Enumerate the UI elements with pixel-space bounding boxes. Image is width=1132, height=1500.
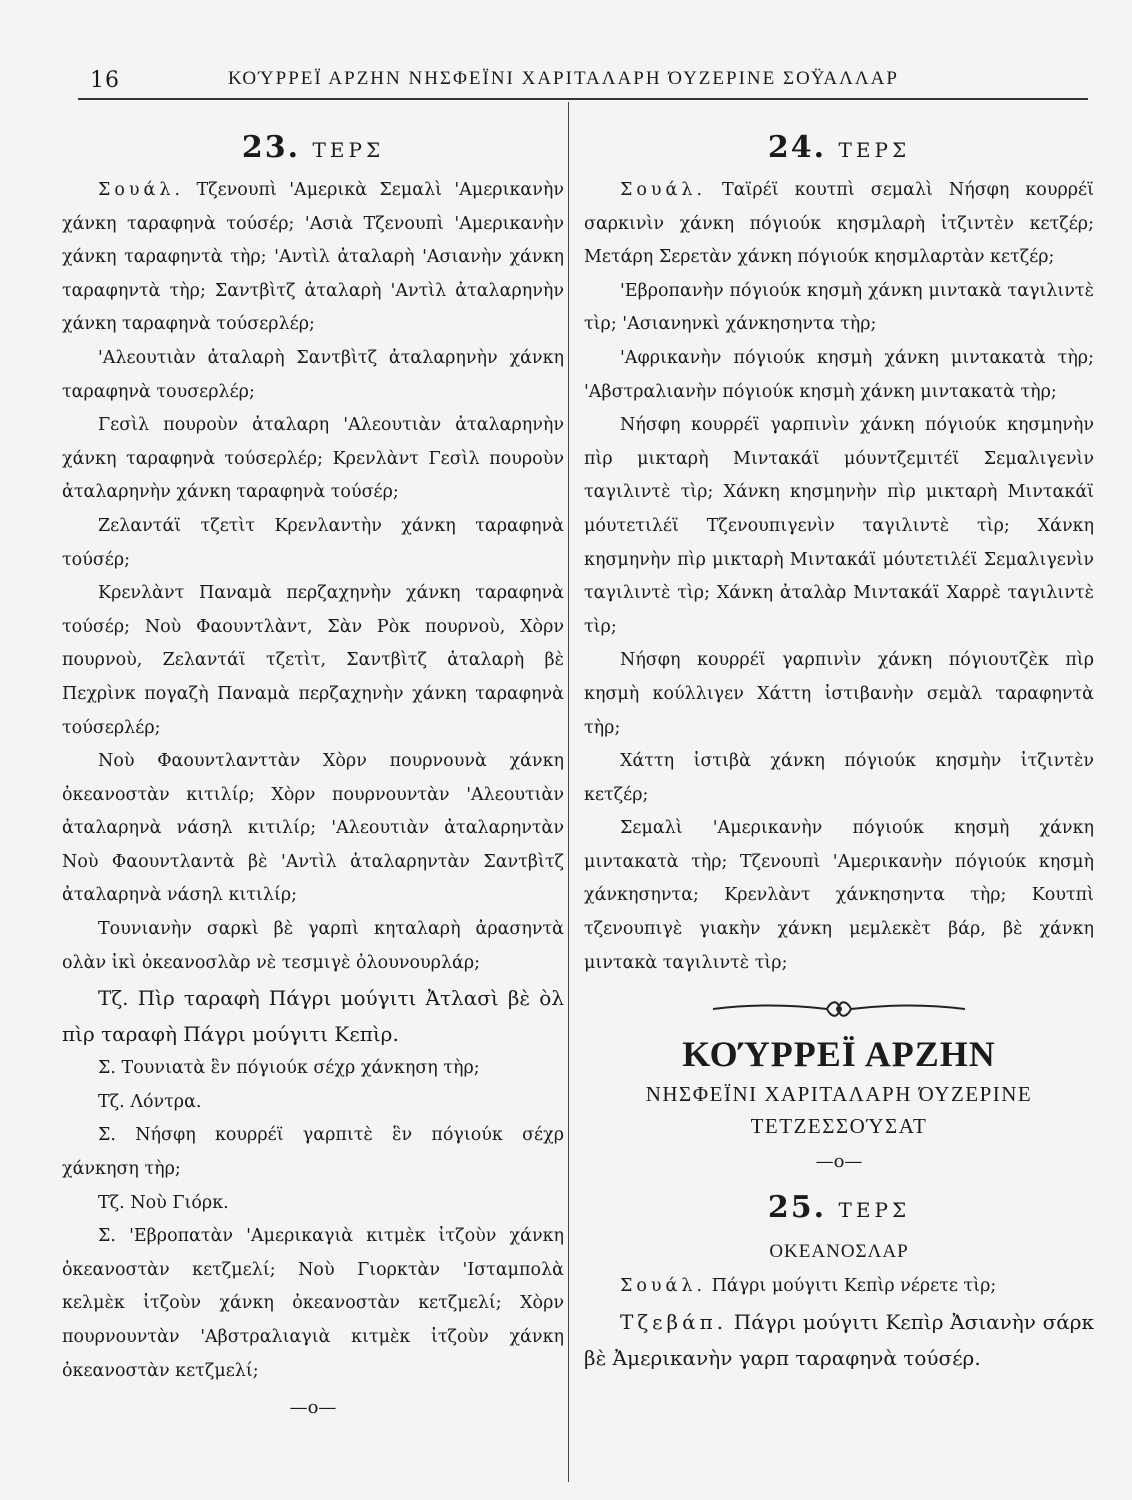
page-header [58, 60, 1096, 100]
lesson-24-heading [584, 122, 1094, 174]
qa-label: Τζ. [98, 1192, 125, 1213]
paragraph: 'Αφρικανὴν πόγιούκ κησμὴ χάνκη μιντακατὰ τὴρ; 'Αβστραλιανὴν πόγιούκ κησμὴ χάνκη μιντακατὰ τὴρ; [584, 347, 1094, 402]
qa-text: 'Εβροπατὰν 'Αμερικαγιὰ κιτμὲκ ἰτζοὺν χάνκη ὀκεανοστὰν κετζμελί; Νοὺ Γιορκτὰν 'Ισταμπολὰ κελμὲκ ἰτζοὺν χάνκη ὀκεανοστὰν κετζμελί; Χὸρν πουρνουντὰν 'Αβστραλιαγιὰ κιτμὲκ ἰτζοὺν χάνκη ὀκεανοστὰν κετζμελί; [62, 1226, 564, 1381]
qa-line [584, 1270, 1094, 1304]
paragraph: Σεμαλὶ 'Αμερικανὴν πόγιούκ κησμὴ χάνκη μιντακατὰ τὴρ; Τζενουπὶ 'Αμερικανὴν πόγιούκ κησμὴ χάνκησηντα; Κρενλὰντ χάνκησηντα τὴρ; Κουτπὶ τζενουπιγὲ γιακὴν χάνκη μεμλεκὲτ βάρ, βὲ χάνκη μιντακὰ ταγιλιντὲ τὶρ; [584, 818, 1094, 973]
topic-label: ΟΚΕΑΝΟΣΛΑΡ [769, 1241, 909, 1263]
left-column [62, 122, 564, 1428]
qa-label: Τζ. [98, 1091, 125, 1112]
paragraph: 'Εβροπανὴν πόγιούκ κησμὴ χάνκη μιντακὰ ταγιλιντὲ τὶρ; 'Ασιανηνκὶ χάνκησηντα τὴρ; [584, 280, 1094, 335]
answer-paragraph [62, 980, 564, 1052]
qa-label: Σ. [98, 1125, 116, 1146]
qa-line [62, 1052, 564, 1086]
qa-text: Λόντρα. [130, 1091, 202, 1112]
paragraph: Νοὺ Φαουντλανττὰν Χὸρν πουρνουνὰ χάνκη ὀκεανοστὰν κιτιλίρ; Χὸρν πουρνουντὰν 'Αλεουτιὰν ἀταλαρηνὰ νάσηλ κιτιλίρ; 'Αλεουτιὰν ἀταλαρηντὰν Νοὺ Φαουντλαντὰ βὲ 'Αντὶλ ἀταλαρηντὰν Σαντβὶτζ ἀταλαρηνὰ νάσηλ κιτιλίρ; [62, 751, 564, 906]
paragraph: Τουνιανὴν σαρκὶ βὲ γαρπὶ κηταλαρὴ ἀρασηντὰ ολὰν ἰκὶ ὀκεανοσλὰρ νὲ τεσμιγὲ ὀλουνουρλάρ; [62, 919, 564, 973]
paragraph [584, 174, 1094, 275]
qa-line [62, 1220, 564, 1388]
page-number: 16 [90, 68, 120, 93]
chapter-title: ΚΟΎΡΡΕΪ ΑΡΖΗΝ [682, 1034, 996, 1075]
chapter-subtitle-line2: ΤΕΤΖΕΣΣΟΎΣΑΤ [750, 1114, 928, 1139]
lesson-number: 25. [767, 1190, 827, 1226]
qa-text: Νήσφη κουρρέϊ γαρπιτὲ ἓν πόγιούκ σέχρ χάνκηση τὴρ; [62, 1125, 564, 1180]
lesson-word: ΤΕΡΣ [838, 1198, 911, 1223]
lesson-word: ΤΕΡΣ [838, 138, 911, 162]
paragraph: Νήσφη κουρρέϊ γαρπινὶν χάνκη πόγιουτζὲκ πὶρ κησμὴ κούλλιγεν Χάττη ἰστιβανὴν σεμὰλ ταραφηντὰ τὴρ; [584, 650, 1094, 738]
answer-text: Πάγρι μούγιτι Κεπὶρ Ἀσιανὴν σάρκ βὲ Ἀμερικανὴν γαρπ ταραφηνὰ τούσέρ. [584, 1309, 1094, 1370]
lesson-number: 24. [767, 130, 827, 165]
qa-text: Τουνιατὰ ἓν πόγιούκ σέχρ χάνκηση τὴρ; [121, 1058, 480, 1079]
qa-label: Σ. [98, 1058, 116, 1079]
answer-paragraph [584, 1304, 1094, 1376]
paragraph: Γεσὶλ πουροὺν ἀταλαρη 'Αλεουτιὰν ἀταλαρηνὴν χάνκη ταραφηνὰ τούσερλέρ; Κρενλὰντ Γεσὶλ πουροὺν ἀταλαρηνὴν χάνκη ταραφηνὰ τούσέρ; [62, 415, 564, 503]
lesson-25-heading [584, 1182, 1094, 1234]
lesson-number: 23. [241, 130, 301, 165]
chapter-subtitle-line1: ΝΗΣΦΕΪΝΙ ΧΑΡΙΤΑΛΑΡΗ ΌΥΖΕΡΙΝΕ [645, 1082, 1033, 1107]
section-separator: —o— [289, 1397, 337, 1419]
qa-line [62, 1187, 564, 1221]
question-label: Σουάλ. [98, 180, 185, 200]
qa-line [62, 1086, 564, 1120]
qa-line [62, 1119, 564, 1186]
right-column [584, 122, 1094, 1376]
question-label: Σουάλ. [620, 1276, 707, 1297]
question-label: Σουάλ. [620, 180, 707, 200]
page [58, 60, 1096, 1472]
ornament-divider-icon [709, 998, 969, 1020]
header-rule [78, 98, 1088, 100]
qa-text: Νοὺ Γιόρκ. [130, 1192, 229, 1213]
paragraph: Χάττη ἰστιβὰ χάνκη πόγιούκ κησμὴν ἰτζιντὲν κετζέρ; [584, 751, 1094, 805]
lesson-word: ΤΕΡΣ [312, 138, 385, 162]
paragraph-text: Ταϊρέϊ κουτπὶ σεμαλὶ Νήσφη κουρρέϊ σαρκινὶν χάνκη πόγιούκ κησμλαρὴ ἰτζιντὲν κετζέρ; Μετάρη Σερετὰν χάνκη πόγιούκ κησμλαρτὰν κετζέρ; [584, 180, 1094, 268]
qa-text: Πάγρι μούγιτι Κεπὶρ νέρετε τὶρ; [711, 1276, 997, 1297]
paragraph: Ζελαντάϊ τζετὶτ Κρενλαντὴν χάνκη ταραφηνὰ τούσέρ; [62, 515, 564, 570]
qa-label: Σ. [98, 1226, 116, 1247]
paragraph: 'Αλεουτιὰν ἀταλαρὴ Σαντβὶτζ ἀταλαρηνὴν χάνκη ταραφηνὰ τουσερλέρ; [62, 347, 564, 402]
paragraph: Κρενλὰντ Παναμὰ περζαχηνὴν χάνκη ταραφηνὰ τούσέρ; Νοὺ Φαουντλὰντ, Σὰν Ρὸκ πουρνοὺ, Χὸρν πουρνοὺ, Ζελαντάϊ τζετὶτ, Σαντβὶτζ ἀταλαρὴ βὲ Πεχρὶνκ πογαζὴ Παναμὰ περζαχηνὴν χάνκη ταραφηνὰ τούσερλέρ; [62, 583, 564, 738]
section-separator: —o— [815, 1151, 863, 1173]
paragraph-text: Τζενουπὶ 'Αμερικὰ Σεμαλὶ 'Αμερικανὴν χάνκη ταραφηνὰ τούσέρ; 'Ασιὰ Τζενουπὶ 'Αμερικανὴν χάνκη ταραφηντὰ τὴρ; 'Αντὶλ ἀταλαρὴ 'Ασιανὴν χάνκη ταραφηντὰ τὴρ; Σαντβὶτζ ἀταλαρὴ 'Αντὶλ ἀταλαρηνὴν χάνκη ταραφηνὰ τούσερλέρ; [62, 180, 564, 335]
lesson-23-heading [62, 122, 564, 174]
answer-label: Τζ. [98, 986, 129, 1011]
column-divider [568, 102, 569, 1482]
answer-label: Τζεβάπ. [620, 1309, 728, 1334]
answer-text: Πὶρ ταραφὴ Πάγρι μούγιτι Ἀτλασὶ βὲ ὸλ πὶρ ταραφὴ Πάγρι μούγιτι Κεπὶρ. [62, 986, 565, 1047]
paragraph [62, 174, 564, 342]
running-title: ΚΟΎΡΡΕΪ ΑΡΖΗΝ ΝΗΣΦΕΪΝΙ ΧΑΡΙΤΑΛΑΡΗ ΌΥΖΕΡΙΝΕ ΣΟΫΑΛΛΑΡ [228, 68, 899, 89]
paragraph: Νήσφη κουρρέϊ γαρπινὶν χάνκη πόγιούκ κησμηνὴν πὶρ μικταρὴ Μιντακάϊ μόυντζεμιτέϊ Σεμαλιγενὶν ταγιλιντὲ τὶρ; Χάνκη κησμηνὴν πὶρ μικταρὴ Μιντακάϊ μόυτετιλέϊ Τζενουπιγενὶν ταγιλιντὲ τὶρ; Χάνκη κησμηνὴν πὶρ μικταρὴ Μιντακάϊ μόυτετιλέϊ Σεμαλιγενὶν ταγιλιντὲ τὶρ; Χάνκη ἀταλὰρ Μιντακάϊ Χαρρὲ ταγιλιντὲ τὶρ; [584, 415, 1094, 637]
